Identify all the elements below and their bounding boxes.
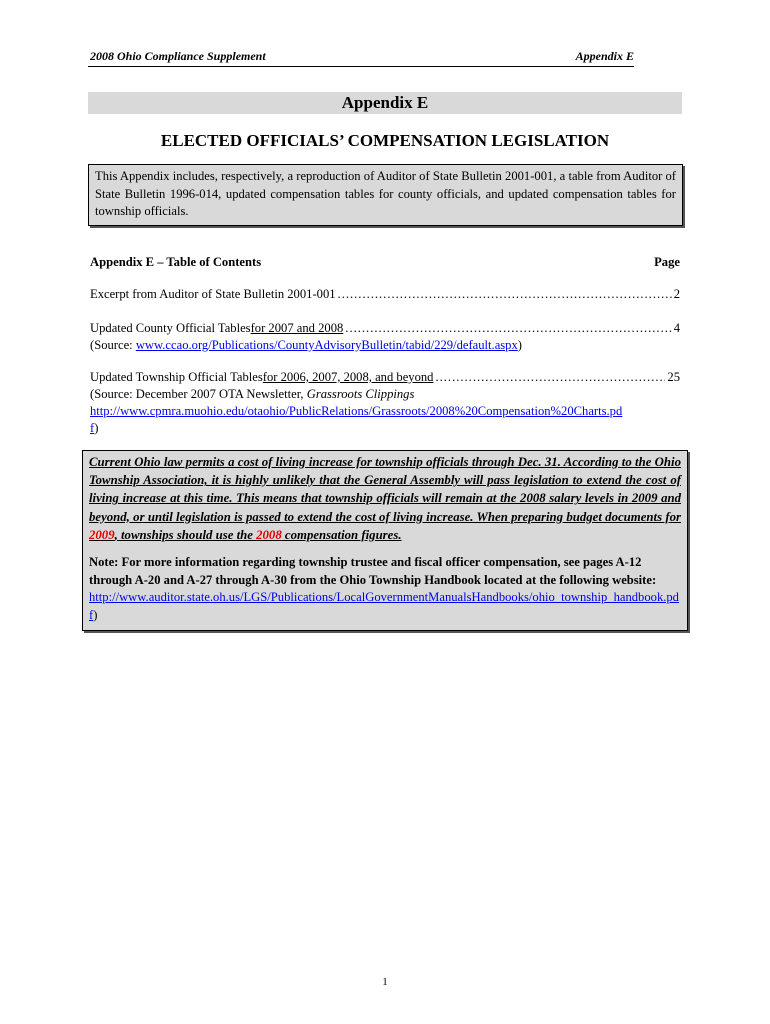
notice-part1: Current Ohio law permits a cost of living increase for township officials through Dec. 31. According to the Ohio Township Association, it is highly unlikely that the General Assembly will pass legislation to extend the cost of living increase at this time. This means that township officials will remain at the 2008 salary levels in 2009 and beyond, or until legislation is passed to extend the cost of living increase. When preparing budget documents for [89,455,681,524]
header-right: Appendix E [575,49,634,63]
toc-entry-link-cont [90,420,680,437]
toc-entry-township [90,369,680,437]
toc-entry-source [90,337,680,354]
toc-heading-row [90,255,680,270]
toc-entry-page: 4 [673,321,680,335]
note-url-line [89,589,681,624]
toc-entry-page: 2 [673,287,680,301]
toc-heading: Appendix E – Table of Contents [90,255,262,269]
toc-entry-page: 25 [667,370,680,384]
toc-entry-link [90,403,680,420]
running-header [88,48,634,67]
notice-box [82,450,688,631]
page-title: ELECTED OFFICIALS’ COMPENSATION LEGISLATION [160,131,610,150]
toc-entry-title: Updated Township Official Tables [90,370,263,384]
toc-entry-title: Updated County Official Tables [90,321,251,335]
page-number: 1 [382,976,388,988]
note-text: Note: For more information regarding township trustee and fiscal officer compensation, see pages A-12 through A-20 and A-27 through A-30 from the Ohio Township Handbook located at the following website: [89,555,657,587]
source-prefix: (Source: December 2007 OTA Newsletter, [90,387,307,401]
toc-leader-dots [435,369,665,386]
cost-of-living-notice [89,453,681,544]
link-suffix: ) [94,421,99,435]
township-handbook-link[interactable]: http://www.auditor.state.oh.us/LGS/Publications/LocalGovernmentManualsHandbooks/ohio_township_handbook.pdf [89,590,679,622]
notice-year-2008: 2008 [256,527,282,542]
notice-part2: , townships should use the [114,527,257,542]
cpmra-link-line1[interactable]: http://www.cpmra.muohio.edu/otaohio/PublicRelations/Grassroots/2008%20Compensation%20Charts.pd [90,404,623,418]
intro-box: This Appendix includes, respectively, a reproduction of Auditor of State Bulletin 2001-001, a table from Auditor of State Bulletin 1996-014, updated compensation tables for county officials, and updated compensation tables for township officials. [88,164,683,226]
notice-part3: compensation figures. [281,527,402,542]
toc-entry-bulletin [90,286,680,303]
notice-year-2009: 2009 [89,527,115,542]
source-prefix: (Source: [90,338,136,352]
toc-entry-title-underlined: for 2007 and 2008 [250,321,344,335]
toc-entry-title-underlined: for 2006, 2007, 2008, and beyond [262,370,434,384]
header-left: 2008 Ohio Compliance Supplement [90,49,266,63]
source-suffix: ) [517,338,522,352]
cpmra-link-line2[interactable]: f [90,421,95,435]
toc-entry-title: Excerpt from Auditor of State Bulletin 2001-001 [90,287,336,301]
note-url-suffix: ) [93,607,98,622]
ccao-source-link[interactable]: www.ccao.org/Publications/CountyAdvisoryBulletin/tabid/229/default.aspx [135,338,518,352]
toc-entry-source [90,386,680,403]
newsletter-name: Grassroots Clippings [306,387,415,401]
appendix-title: Appendix E [88,92,682,114]
toc-leader-dots [338,286,672,303]
toc-entry-county [90,320,680,354]
toc-leader-dots [345,320,671,337]
toc-page-label: Page [654,255,680,269]
